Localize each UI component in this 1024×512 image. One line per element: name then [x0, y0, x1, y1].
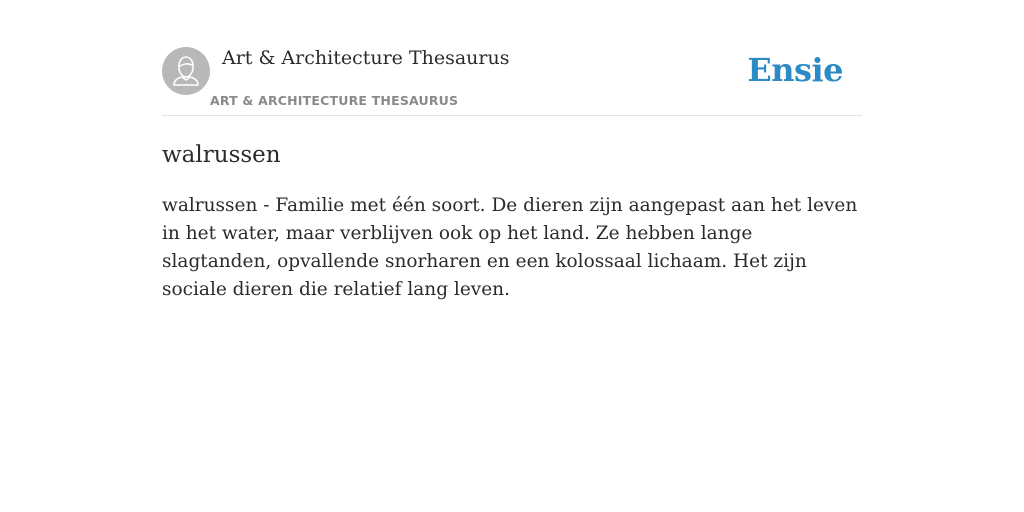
entry-title: walrussen [162, 142, 281, 168]
author-avatar[interactable] [162, 47, 210, 95]
entry-header [162, 0, 862, 116]
author-name[interactable]: Art & Architecture Thesaurus [222, 47, 510, 69]
entry-definition: walrussen - Familie met één soort. De dieren zijn aangepast aan het leven in het water, maar verblijven ook op het land. Ze hebben lange slagtanden, opvallende snorharen en een kolossaal lichaam. Het zijn sociale dieren die relatief lang leven. [162, 195, 858, 300]
user-icon [162, 47, 210, 95]
source-label[interactable]: ART & ARCHITECTURE THESAURUS [210, 93, 459, 108]
ensie-logo[interactable]: Ensie [747, 51, 843, 89]
